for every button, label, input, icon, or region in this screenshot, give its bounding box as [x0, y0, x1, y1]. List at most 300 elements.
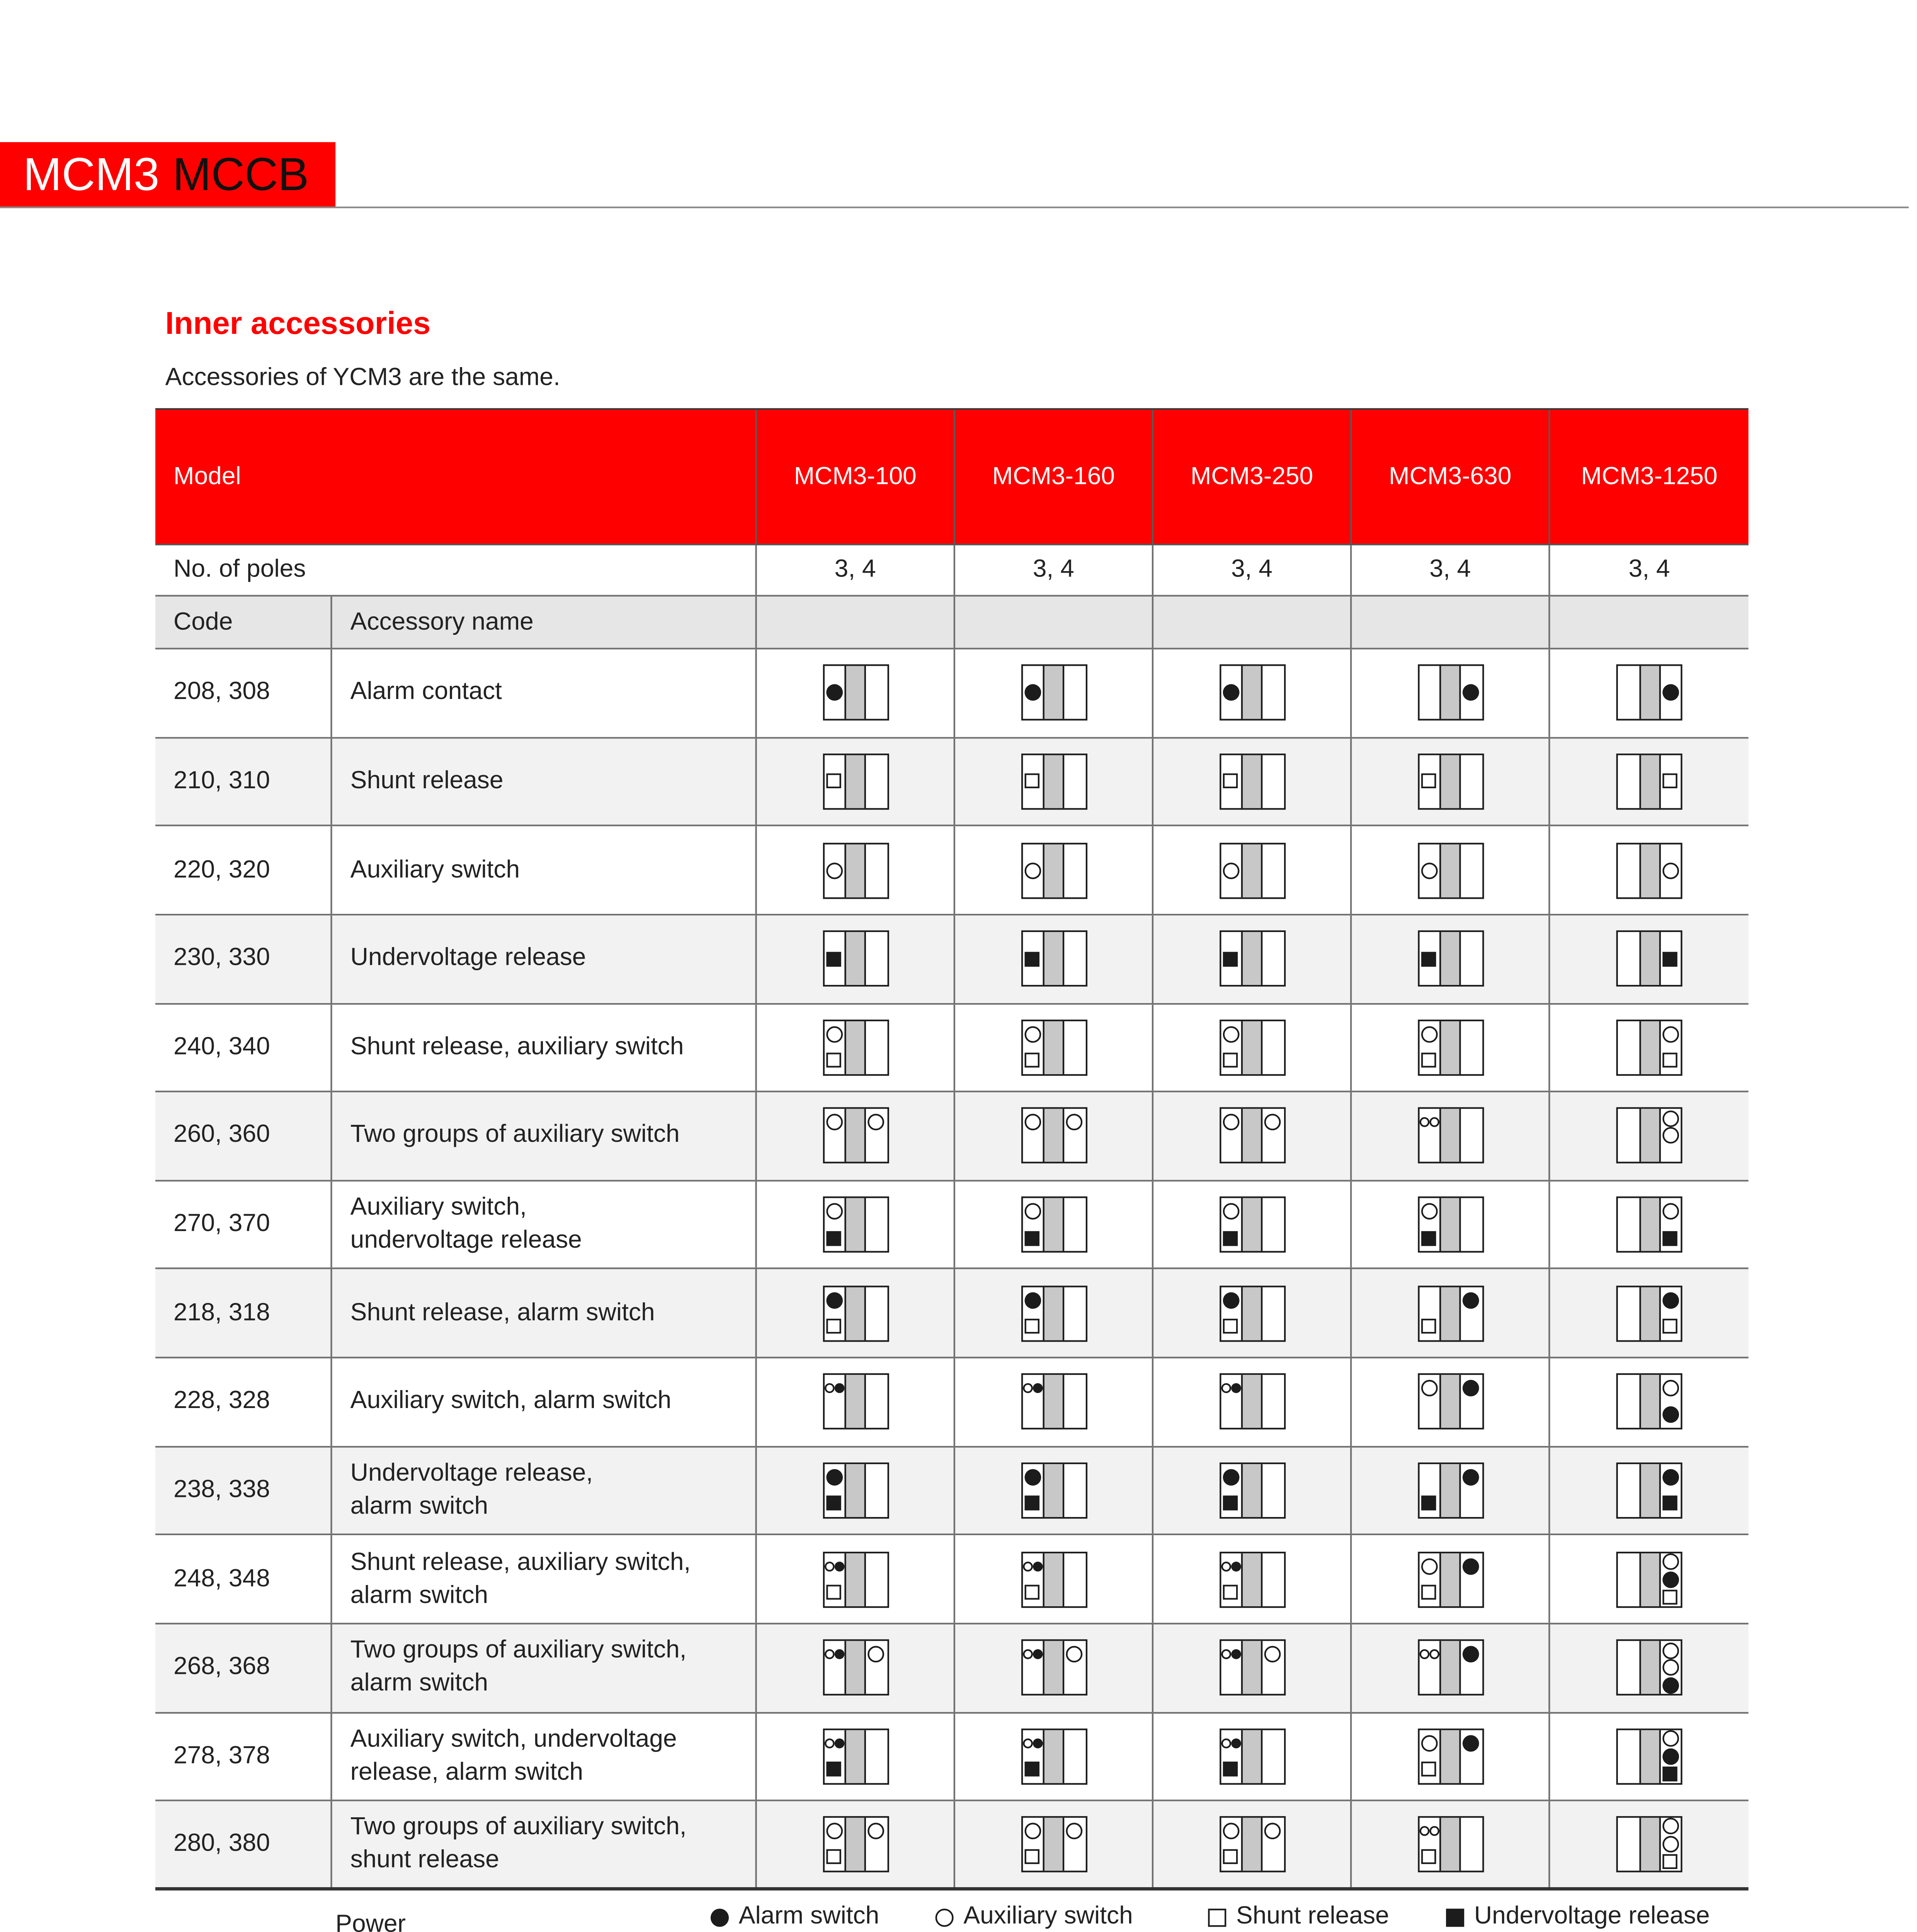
symbol-slot [1022, 1021, 1043, 1047]
right-compartment [866, 1287, 886, 1340]
auxiliary-switch-symbol [1265, 1114, 1281, 1131]
accessory-code: 268, 368 [173, 1653, 270, 1681]
symbol-slot [1461, 667, 1482, 719]
symbol-slot [1220, 1464, 1241, 1490]
symbol-slot [1660, 1145, 1681, 1163]
right-compartment [866, 1553, 886, 1605]
right-compartment [1064, 1376, 1085, 1429]
table-header-row [155, 410, 1749, 546]
accessory-code: 240, 340 [173, 1032, 270, 1061]
layout-cell-mcm3-160 [955, 827, 1153, 913]
shunt-release-symbol [827, 774, 841, 789]
undervoltage-release-symbol [1663, 1767, 1677, 1781]
model-header-cell [155, 410, 757, 544]
accessory-code: 218, 318 [173, 1298, 270, 1327]
poles-cell [955, 545, 1153, 595]
symbol-slot [1419, 1844, 1439, 1871]
accessory-position-icon [822, 1639, 888, 1696]
accessory-position-icon [1021, 1728, 1087, 1784]
left-compartment [1419, 1730, 1439, 1783]
right-compartment [866, 1376, 886, 1429]
symbol-slot [824, 1668, 844, 1694]
layout-cell-mcm3-630 [1352, 1801, 1550, 1887]
layout-cell-mcm3-1250 [1550, 650, 1749, 736]
handle-compartment [1439, 1110, 1461, 1163]
right-compartment [1262, 1553, 1283, 1605]
auxiliary-switch-symbol [1421, 1026, 1437, 1043]
alarm-switch-symbol [1662, 685, 1679, 701]
symbol-slot [866, 1668, 886, 1694]
symbol-slot [1419, 1756, 1439, 1782]
symbol-slot [824, 1730, 844, 1756]
empty-subheader-cell [1153, 597, 1352, 648]
shunt-release-symbol [1223, 774, 1238, 789]
right-compartment [1660, 932, 1681, 985]
symbol-slot [824, 1579, 844, 1605]
shunt-release-symbol [1422, 1053, 1436, 1068]
accessory-name-line: Undervoltage release, [350, 1459, 593, 1487]
auxiliary-switch-symbol [1662, 1203, 1679, 1220]
handle-compartment [1043, 1818, 1065, 1871]
right-compartment [1064, 667, 1085, 719]
undervoltage-release-symbol [827, 1230, 841, 1245]
poles-label-cell [155, 545, 757, 595]
symbol-slot [1419, 1021, 1439, 1047]
right-compartment [1660, 1553, 1681, 1605]
symbol-slot [824, 1490, 844, 1517]
layout-cell-mcm3-250 [1153, 1801, 1352, 1887]
auxiliary-switch-symbol [1662, 1380, 1679, 1397]
accessory-position-icon [1417, 1551, 1483, 1607]
shunt-release-symbol [1025, 774, 1040, 789]
accessory-name-header: Accessory name [350, 607, 534, 636]
undervoltage-release-symbol [827, 951, 841, 966]
handle-compartment [844, 1110, 866, 1163]
auxiliary-switch-symbol [1419, 1650, 1429, 1660]
symbol-slot [1660, 1588, 1681, 1606]
layout-cell-mcm3-630 [1352, 650, 1550, 736]
handle-compartment [1043, 844, 1065, 897]
handle-compartment [1439, 1553, 1461, 1605]
right-compartment [866, 1464, 886, 1517]
accessory-code: 220, 320 [173, 855, 270, 884]
accessory-position-icon [1219, 1728, 1285, 1784]
symbol-slot [1220, 1048, 1241, 1074]
layout-cell-mcm3-1250 [1550, 1713, 1749, 1800]
accessory-position-icon [1417, 931, 1483, 987]
left-compartment [1022, 1818, 1043, 1871]
left-compartment [1220, 1110, 1241, 1163]
left-compartment [824, 1021, 844, 1074]
accessory-position-icon [1616, 665, 1682, 721]
right-compartment [1461, 1641, 1482, 1694]
accessory-name-line: Two groups of auxiliary switch [350, 1121, 680, 1150]
left-compartment [1419, 1198, 1439, 1251]
right-compartment [1461, 1553, 1482, 1605]
accessory-position-icon [1219, 842, 1285, 898]
layout-cell-mcm3-250 [1153, 1270, 1352, 1357]
auxiliary-switch-symbol [936, 1908, 954, 1926]
symbol-slot [1064, 1641, 1085, 1668]
symbol-slot [1022, 1756, 1043, 1782]
symbol-slot [1220, 1730, 1241, 1756]
symbol-slot [1220, 1490, 1241, 1517]
right-compartment [1064, 1287, 1085, 1340]
accessory-position-icon [1616, 1728, 1682, 1784]
symbol-slot [1660, 1553, 1681, 1570]
brand-bar [0, 142, 335, 207]
handle-compartment [1241, 1730, 1263, 1783]
auxiliary-switch-symbol [824, 1384, 834, 1394]
left-compartment [1419, 932, 1439, 985]
accessory-position-icon [822, 1374, 888, 1430]
right-compartment [1461, 932, 1482, 985]
handle-compartment [844, 1641, 866, 1694]
legend-label: Undervoltage release [1474, 1902, 1710, 1930]
handle-compartment [844, 1376, 866, 1429]
alarm-switch-symbol [1662, 1571, 1679, 1587]
shunt-release-symbol [827, 1585, 841, 1600]
poles-cell [757, 545, 955, 595]
symbol-slot [1660, 1659, 1681, 1677]
auxiliary-switch-symbol [826, 1114, 842, 1131]
table-row [155, 650, 1749, 738]
symbol-slot [1220, 667, 1241, 719]
legend-shunt-release [1208, 1902, 1389, 1932]
right-compartment [866, 1198, 886, 1251]
accessory-position-icon [822, 1463, 888, 1519]
undervoltage-release-symbol [1025, 951, 1040, 966]
handle-compartment [1439, 1464, 1461, 1517]
handle-compartment [1241, 844, 1263, 897]
auxiliary-switch-symbol [868, 1646, 885, 1663]
symbol-slot [1660, 1376, 1681, 1402]
model-name: MCM3-160 [992, 462, 1115, 490]
accessory-position-icon [1417, 1285, 1483, 1341]
accessory-code-cell [155, 1624, 332, 1711]
symbol-slot [1262, 1844, 1283, 1871]
table-row [155, 1536, 1749, 1624]
symbol-slot [824, 1110, 844, 1136]
auxiliary-switch-symbol [1067, 1646, 1083, 1663]
auxiliary-switch-symbol [1421, 862, 1437, 879]
shunt-release-symbol [1208, 1908, 1226, 1926]
accessory-position-icon [1417, 1108, 1483, 1164]
layout-cell-mcm3-630 [1352, 1447, 1550, 1534]
layout-cell-mcm3-1250 [1550, 1092, 1749, 1179]
left-compartment [1022, 1641, 1043, 1694]
layout-cell-mcm3-100 [757, 1713, 955, 1800]
accessory-position-icon [1021, 1285, 1087, 1341]
symbol-slot [1022, 1313, 1043, 1340]
handle-compartment [1241, 1287, 1263, 1340]
accessory-name-line: alarm switch [350, 1580, 488, 1609]
left-compartment [1220, 932, 1241, 985]
accessory-name-cell [332, 915, 757, 1002]
accessory-position-icon [1417, 842, 1483, 898]
accessory-position-icon [1616, 1285, 1682, 1341]
handle-compartment [1439, 932, 1461, 985]
symbol-slot [1220, 1641, 1241, 1668]
model-header-mcm3-250 [1153, 410, 1352, 544]
shunt-release-symbol [1025, 1850, 1040, 1865]
handle-compartment [844, 1818, 866, 1871]
left-compartment [1220, 1021, 1241, 1074]
accessory-code: 260, 360 [173, 1121, 270, 1150]
handle-compartment [1638, 1641, 1660, 1694]
symbol-slot [1419, 1818, 1439, 1844]
empty-subheader-cell [1352, 597, 1550, 648]
auxiliary-switch-symbol [1223, 1114, 1239, 1131]
layout-cell-mcm3-250 [1153, 1624, 1352, 1711]
layout-cell-mcm3-1250 [1550, 1358, 1749, 1445]
accessory-name-line: Two groups of auxiliary switch, [350, 1636, 687, 1665]
left-compartment [1022, 1376, 1043, 1429]
accessory-name [350, 1385, 672, 1418]
left-compartment [1419, 667, 1439, 719]
right-compartment [1660, 1287, 1681, 1340]
model-header-mcm3-100 [757, 410, 955, 544]
accessory-position-icon [1616, 1639, 1682, 1696]
shunt-release-symbol [1223, 1053, 1238, 1068]
right-compartment [866, 1730, 886, 1783]
accessory-position-icon [1021, 1019, 1087, 1075]
right-compartment [1461, 1376, 1482, 1429]
right-compartment [1461, 1110, 1482, 1163]
accessory-position-icon [1616, 753, 1682, 810]
alarm-switch-symbol [1024, 1292, 1041, 1308]
symbol-slot [824, 1136, 844, 1162]
poles-cell [1550, 545, 1749, 595]
alarm-switch-symbol [1662, 1407, 1679, 1423]
shunt-release-symbol [827, 1319, 841, 1334]
legend-label: Auxiliary switch [963, 1902, 1133, 1930]
handle-compartment [844, 1198, 866, 1251]
left-compartment [824, 1287, 844, 1340]
accessory-name-line: Auxiliary switch, [350, 1193, 527, 1221]
layout-cell-mcm3-160 [955, 738, 1153, 825]
accessory-name [350, 854, 520, 887]
symbol-slot [1461, 1464, 1482, 1490]
accessory-position-icon [822, 1108, 888, 1164]
accessory-name-cell [332, 1536, 757, 1622]
symbol-slot [1419, 1048, 1439, 1074]
symbol-slot [1220, 1579, 1241, 1605]
auxiliary-switch-symbol [1221, 1738, 1231, 1748]
auxiliary-switch-symbol [1662, 1660, 1679, 1676]
auxiliary-switch-symbol [826, 1823, 842, 1839]
symbol-slot [1220, 1225, 1241, 1251]
symbol-slot [1461, 1730, 1482, 1756]
shunt-release-symbol [1223, 1319, 1238, 1334]
left-compartment [1022, 1464, 1043, 1517]
handle-compartment [1439, 1021, 1461, 1074]
alarm-switch-symbol [826, 685, 842, 701]
right-compartment [1461, 1021, 1482, 1074]
auxiliary-switch-symbol [1067, 1114, 1083, 1131]
handle-compartment [1638, 1110, 1660, 1163]
left-compartment [1419, 1641, 1439, 1694]
left-compartment [1419, 1464, 1439, 1517]
left-compartment [824, 844, 844, 897]
shunt-release-symbol [1422, 1850, 1436, 1865]
accessory-position-icon [1021, 1551, 1087, 1607]
symbol-slot [824, 1641, 844, 1668]
symbol-slot [1461, 1641, 1482, 1668]
auxiliary-switch-symbol [1022, 1650, 1032, 1660]
right-compartment [1064, 1110, 1085, 1163]
right-compartment [1262, 667, 1283, 719]
table-row [155, 1713, 1749, 1801]
symbol-slot [1461, 1287, 1482, 1313]
accessory-code-cell [155, 1270, 332, 1357]
symbol-slot [1022, 1402, 1043, 1428]
poles-cell [1153, 545, 1352, 595]
symbol-slot [824, 1198, 844, 1225]
accessory-position-icon [822, 1019, 888, 1075]
right-compartment [1262, 844, 1283, 897]
accessory-name-line: Auxiliary switch, undervoltage [350, 1725, 677, 1753]
alarm-switch-symbol [1032, 1384, 1043, 1394]
symbol-slot [1419, 1490, 1439, 1517]
symbol-slot [1419, 1110, 1439, 1136]
auxiliary-switch-symbol [1429, 1650, 1439, 1660]
accessory-name-cell [332, 1004, 757, 1091]
legend-undervoltage-release [1446, 1902, 1710, 1932]
auxiliary-switch-symbol [1024, 862, 1041, 879]
symbol-slot [1660, 1748, 1681, 1765]
model-header-mcm3-160 [955, 410, 1153, 544]
alarm-switch-symbol [1223, 685, 1239, 701]
symbol-slot [1660, 1313, 1681, 1340]
symbol-slot [1461, 1313, 1482, 1340]
alarm-switch-symbol [1662, 1469, 1679, 1486]
symbol-slot [824, 1402, 844, 1428]
accessory-name [350, 1723, 677, 1789]
accessory-position-icon [1219, 1197, 1285, 1253]
undervoltage-release-symbol [1025, 1762, 1040, 1777]
left-compartment [1220, 1376, 1241, 1429]
symbol-slot [1262, 1641, 1283, 1668]
brand-series: MCM3 [23, 148, 160, 199]
symbol-slot [1022, 1668, 1043, 1694]
auxiliary-switch-symbol [1223, 1823, 1239, 1839]
layout-cell-mcm3-250 [1153, 1713, 1352, 1800]
symbol-slot [1461, 1668, 1482, 1694]
handle-compartment [1638, 1553, 1660, 1605]
handle-compartment [844, 667, 866, 719]
layout-cell-mcm3-160 [955, 1713, 1153, 1800]
auxiliary-switch-symbol [1421, 1558, 1437, 1574]
symbol-slot [824, 1376, 844, 1402]
accessory-position-icon [1021, 1108, 1087, 1164]
accessory-position-icon [822, 1197, 888, 1253]
symbol-slot [1660, 1402, 1681, 1428]
alarm-switch-symbol [1662, 1677, 1679, 1694]
auxiliary-switch-symbol [1429, 1118, 1439, 1128]
alarm-switch-symbol [1463, 1469, 1480, 1486]
handle-compartment [1638, 932, 1660, 985]
alarm-switch-symbol [834, 1738, 844, 1748]
left-compartment [824, 755, 844, 808]
symbol-slot [1220, 1818, 1241, 1844]
left-compartment [1618, 1641, 1638, 1694]
left-compartment [1618, 1464, 1638, 1517]
left-compartment [1618, 1198, 1638, 1251]
poles-label: No. of poles [173, 555, 306, 583]
symbol-slot [1220, 1198, 1241, 1225]
symbol-slot [1660, 1048, 1681, 1074]
accessory-code-cell [155, 738, 332, 825]
accessory-position-icon [1021, 1374, 1087, 1430]
symbol-slot [1220, 1136, 1241, 1162]
auxiliary-switch-symbol [1662, 1730, 1679, 1747]
model-header-mcm3-630 [1352, 410, 1550, 544]
symbol-slot [1262, 1110, 1283, 1136]
right-compartment [1660, 1021, 1681, 1074]
symbol-slot [866, 1136, 886, 1162]
handle-compartment [1043, 1110, 1065, 1163]
left-compartment [1419, 1818, 1439, 1871]
accessory-code-cell [155, 1092, 332, 1179]
symbol-slot [1064, 1110, 1085, 1136]
shunt-release-symbol [827, 1850, 841, 1865]
accessory-name [350, 765, 503, 798]
undervoltage-release-symbol [1223, 1762, 1238, 1777]
accessory-position-icon [1021, 665, 1087, 721]
right-compartment [1064, 1553, 1085, 1605]
accessory-position-icon [822, 842, 888, 898]
accessory-name-line: alarm switch [350, 1669, 488, 1697]
symbol-slot [1461, 1376, 1482, 1402]
table-row [155, 1358, 1749, 1447]
symbol-slot [1461, 1402, 1482, 1428]
accessory-name-cell [332, 1092, 757, 1179]
symbol-slot [1660, 1730, 1681, 1748]
layout-cell-mcm3-100 [757, 1358, 955, 1445]
undervoltage-release-symbol [1663, 1230, 1677, 1245]
left-compartment [1618, 1021, 1638, 1074]
legend-label: Shunt release [1236, 1902, 1389, 1930]
right-compartment [1064, 1464, 1085, 1517]
layout-cell-mcm3-250 [1153, 915, 1352, 1002]
symbol-slot [1022, 1136, 1043, 1162]
layout-cell-mcm3-1250 [1550, 1270, 1749, 1357]
handle-compartment [1439, 1198, 1461, 1251]
table-row [155, 1624, 1749, 1713]
symbol-slot [1022, 1048, 1043, 1074]
table-row [155, 1092, 1749, 1181]
right-compartment [866, 1818, 886, 1871]
layout-cell-mcm3-1250 [1550, 1447, 1749, 1534]
accessory-code: 208, 308 [173, 678, 270, 706]
layout-cell-mcm3-1250 [1550, 915, 1749, 1002]
symbol-slot [1660, 667, 1681, 719]
layout-cell-mcm3-160 [955, 1092, 1153, 1179]
accessory-position-icon [1417, 665, 1483, 721]
handle-compartment [844, 1553, 866, 1605]
left-compartment [1022, 1110, 1043, 1163]
left-compartment [1618, 1110, 1638, 1163]
right-compartment [866, 1641, 886, 1694]
layout-cell-mcm3-100 [757, 1447, 955, 1534]
layout-cell-mcm3-160 [955, 1801, 1153, 1887]
accessory-position-icon [1021, 842, 1087, 898]
column-subheader-row [155, 597, 1749, 650]
alarm-switch-symbol [1032, 1561, 1043, 1571]
layout-cell-mcm3-100 [757, 915, 955, 1002]
left-compartment [824, 1376, 844, 1429]
